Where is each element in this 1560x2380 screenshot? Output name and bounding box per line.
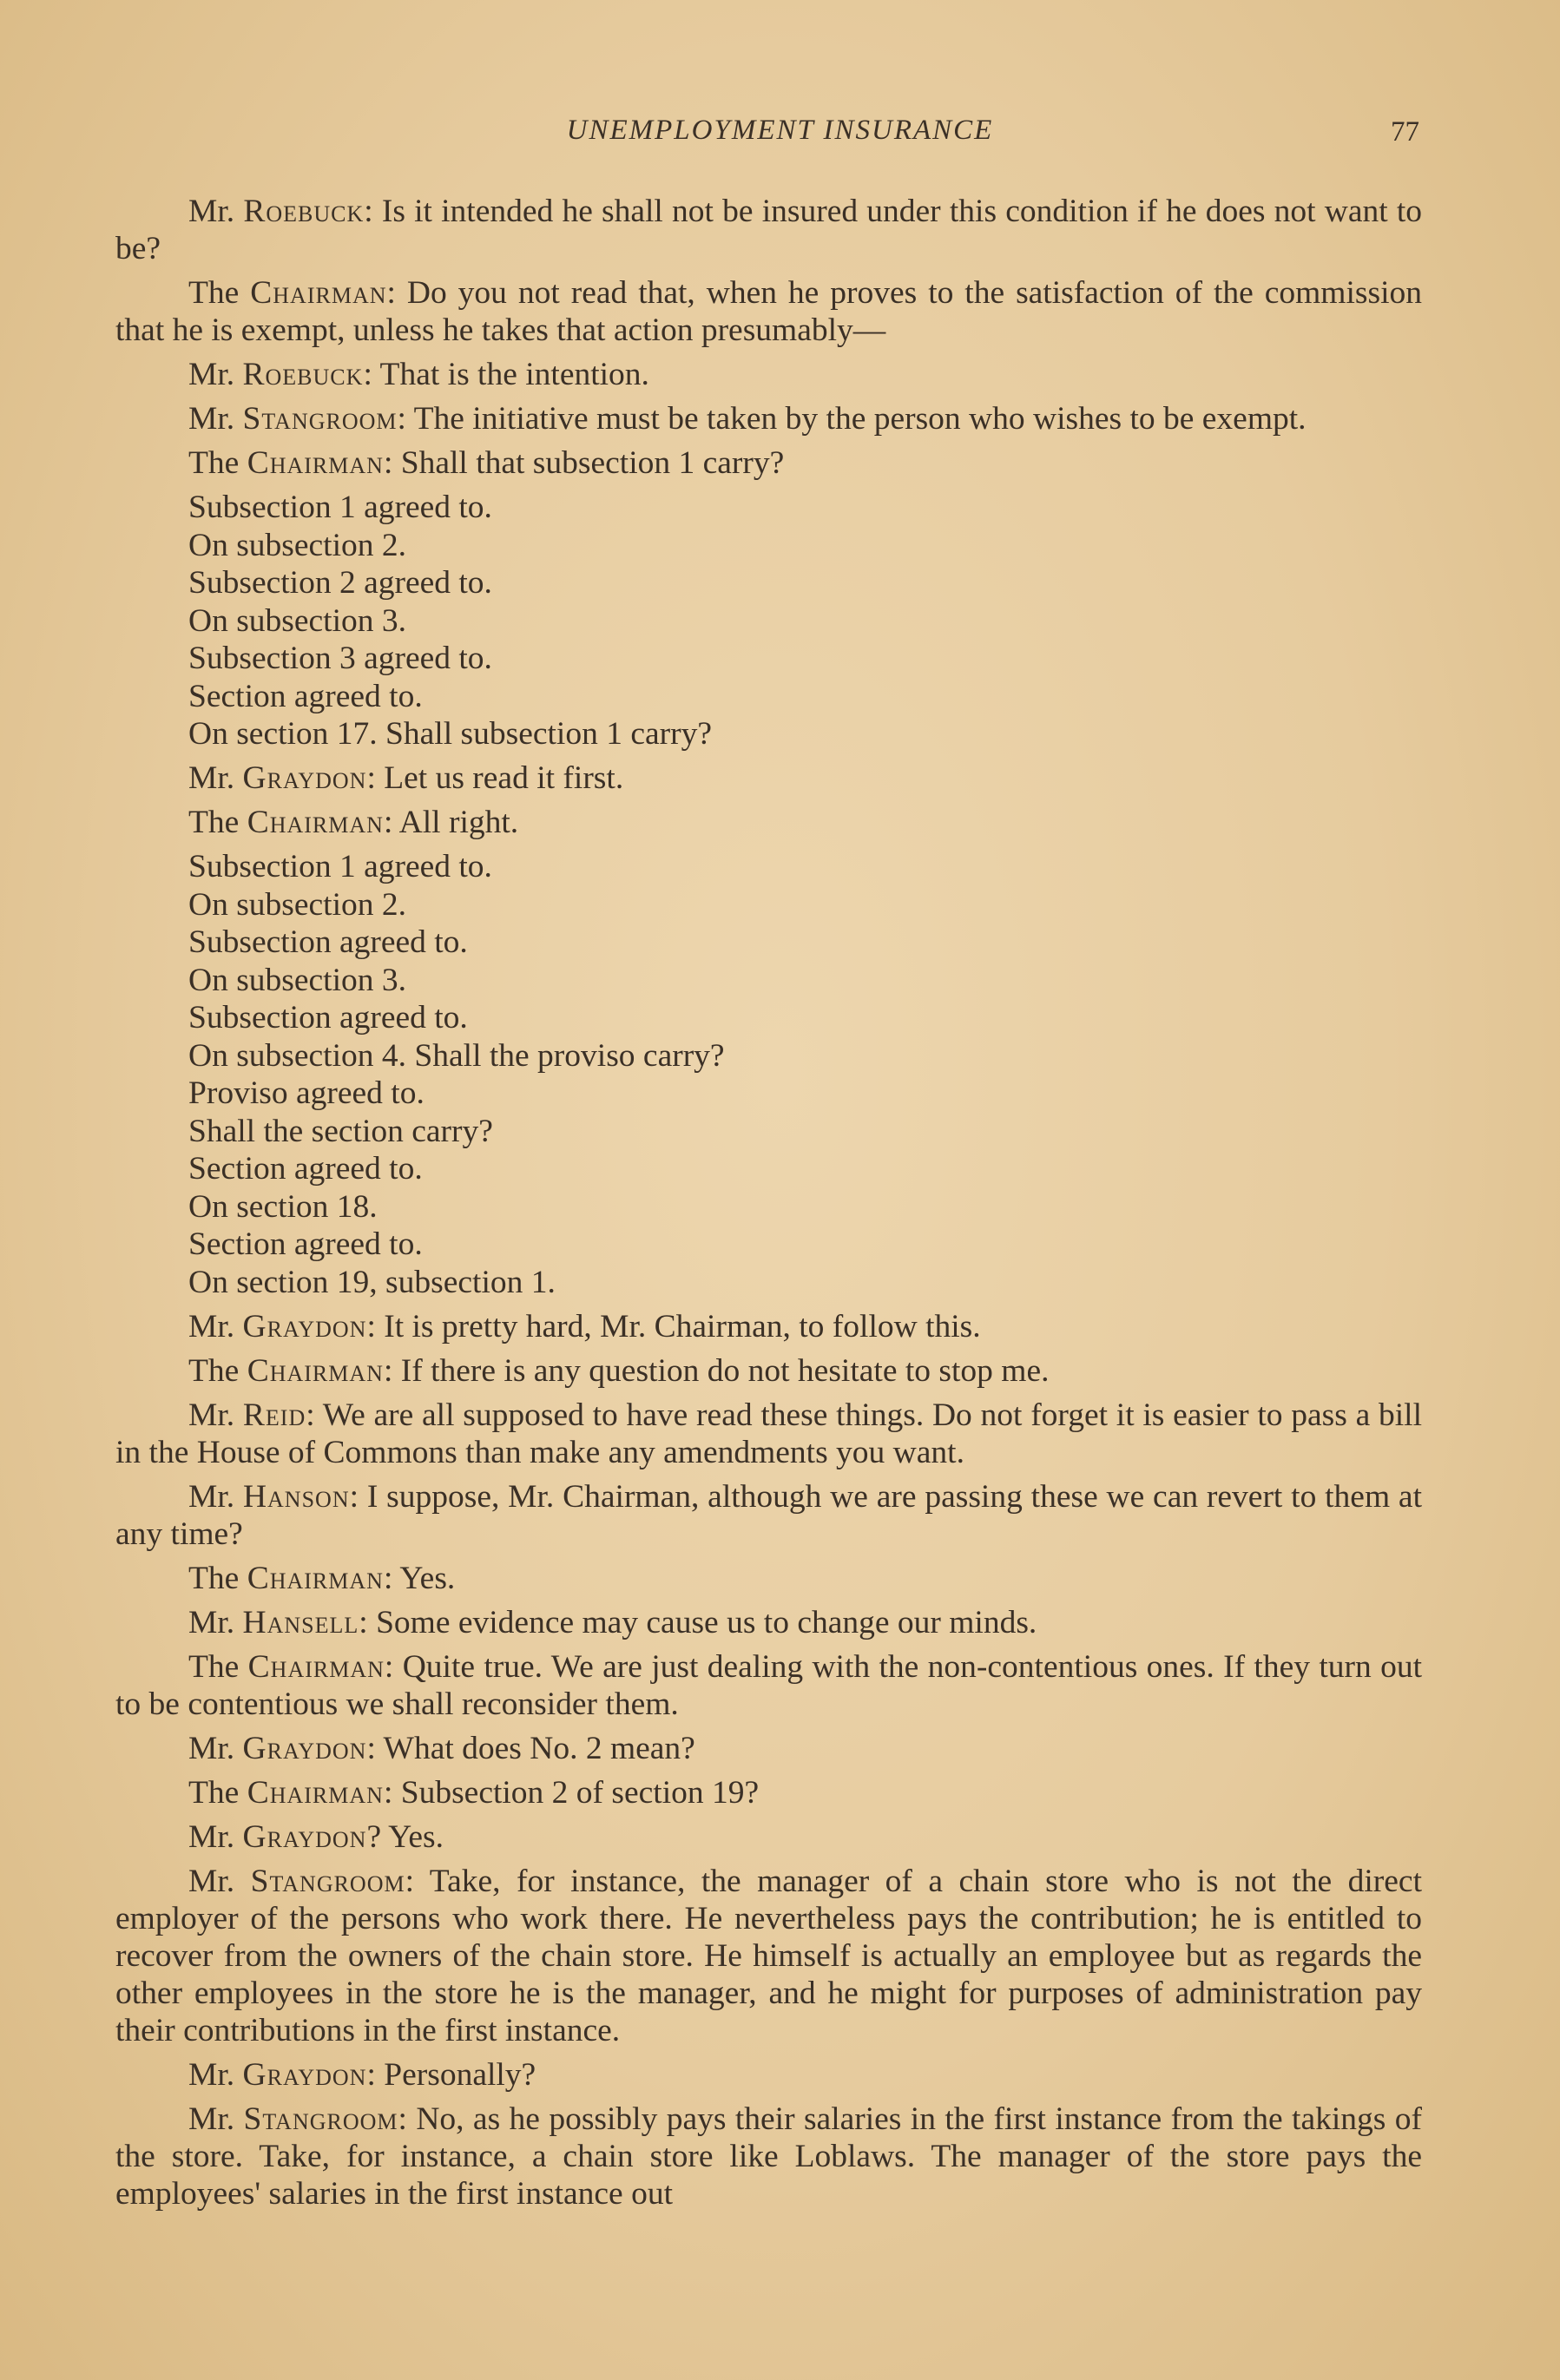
speaker-name: Chairman xyxy=(247,445,384,481)
speaker-prefix: The xyxy=(188,1560,240,1596)
speaker-prefix: Mr. xyxy=(188,2101,235,2137)
speaker-prefix: Mr. xyxy=(188,1730,235,1766)
speaker-name: Graydon xyxy=(242,1818,367,1855)
procedural-line: Subsection 1 agreed to. xyxy=(188,849,492,884)
page-number: 77 xyxy=(1391,116,1419,148)
speaker-prefix: Mr. xyxy=(188,401,235,437)
speaker-name: Roebuck xyxy=(243,194,365,229)
procedural-line: Subsection agreed to. xyxy=(188,924,468,960)
speaker-separator: ? xyxy=(366,1818,382,1855)
procedural-line: Subsection agreed to. xyxy=(188,1000,468,1035)
procedural-line: Proviso agreed to. xyxy=(188,1075,425,1111)
speaker-name: Stangroom xyxy=(242,401,398,437)
speech-text: Quite true. We are just dealing with the non-contentious ones. If they turn out to be contentious we shall reconsider them. xyxy=(115,1648,1423,1722)
procedural-line: On subsection 3. xyxy=(188,962,407,998)
document-body xyxy=(115,193,1422,2219)
speaker-separator: : xyxy=(306,1397,315,1433)
speaker-separator: : xyxy=(383,445,393,481)
speech-text: That is the intention. xyxy=(372,357,649,392)
speaker-separator: : xyxy=(383,805,393,840)
speech-text: We are all supposed to have read these things. Do not forget it is easier to pass a bill in the House of Commons than make any amendments you want. xyxy=(115,1397,1422,1470)
speech-paragraph xyxy=(115,1863,1422,2049)
speech-paragraph xyxy=(115,1818,1422,1856)
procedural-line: Shall the section carry? xyxy=(188,1113,493,1149)
procedural-line: Subsection 3 agreed to. xyxy=(188,641,492,676)
speaker-separator: : xyxy=(366,1730,376,1766)
speaker-prefix: The xyxy=(188,275,240,311)
procedural-line: On subsection 3. xyxy=(188,602,407,639)
speaker-separator: : xyxy=(383,1774,393,1811)
speaker-separator: : xyxy=(364,194,373,229)
speaker-name: Graydon xyxy=(242,2056,367,2093)
speech-text: I suppose, Mr. Chairman, although we are passing these we can revert to them at any time? xyxy=(115,1478,1422,1552)
speech-text: Yes. xyxy=(381,1818,444,1855)
speaker-name: Chairman xyxy=(247,1774,384,1811)
speaker-separator: : xyxy=(398,2101,407,2137)
procedural-line: Section agreed to. xyxy=(188,678,423,714)
procedural-line: Section agreed to. xyxy=(188,1151,423,1187)
speaker-prefix: Mr. xyxy=(188,1308,235,1345)
speech-paragraph xyxy=(115,1308,1422,1345)
speaker-name: Chairman xyxy=(247,1352,384,1389)
speech-text: Some evidence may cause us to change our minds. xyxy=(367,1604,1037,1640)
speaker-prefix: Mr. xyxy=(188,2056,235,2093)
speaker-prefix: Mr. xyxy=(188,357,235,392)
speaker-name: Chairman xyxy=(247,805,384,840)
speaker-prefix: The xyxy=(188,1352,240,1389)
speech-paragraph xyxy=(115,356,1422,393)
speech-text: Is it intended he shall not be insured under this condition if he does not want to be? xyxy=(115,194,1422,266)
speech-text: Yes. xyxy=(392,1560,456,1596)
speech-text: All right. xyxy=(392,805,519,840)
speaker-separator: : xyxy=(366,2056,376,2093)
speaker-separator: : xyxy=(386,275,396,311)
procedural-line: On section 18. xyxy=(188,1188,378,1225)
speech-text: If there is any question do not hesitate to stop me. xyxy=(392,1352,1050,1389)
speaker-prefix: Mr. xyxy=(188,1818,235,1855)
speaker-prefix: The xyxy=(188,805,240,840)
procedural-line: On subsection 2. xyxy=(188,527,407,563)
procedural-line: Subsection 2 agreed to. xyxy=(188,565,492,601)
speech-paragraph xyxy=(115,2101,1422,2212)
speaker-separator: : xyxy=(359,1604,368,1640)
speaker-prefix: Mr. xyxy=(188,1397,235,1433)
speaker-name: Chairman xyxy=(250,275,387,311)
speaker-separator: : xyxy=(366,760,376,796)
speaker-separator: : xyxy=(366,1308,376,1345)
speech-paragraph xyxy=(115,400,1422,437)
procedural-line: On subsection 4. Shall the proviso carry? xyxy=(188,1037,725,1074)
speech-text: Shall that subsection 1 carry? xyxy=(392,445,785,481)
speaker-separator: : xyxy=(383,1352,393,1389)
speech-paragraph xyxy=(115,804,1422,841)
speaker-name: Graydon xyxy=(242,1730,367,1766)
speech-text: Do you not read that, when he proves to the satisfaction of the commission that he is exempt, unless he takes that action presumably— xyxy=(115,275,1422,348)
speech-paragraph xyxy=(115,2056,1422,2094)
speech-paragraph xyxy=(115,1560,1422,1597)
speaker-prefix: The xyxy=(188,445,240,481)
speaker-prefix: Mr. xyxy=(188,1863,235,1899)
speech-text: The initiative must be taken by the person who wishes to be exempt. xyxy=(405,401,1307,437)
speaker-name: Graydon xyxy=(242,760,367,796)
speech-paragraph xyxy=(115,759,1422,797)
running-title: UNEMPLOYMENT INSURANCE xyxy=(566,115,994,146)
speaker-name: Chairman xyxy=(247,1648,385,1685)
speaker-prefix: The xyxy=(188,1648,240,1685)
speaker-name: Reid xyxy=(242,1397,306,1433)
speaker-separator: : xyxy=(397,401,406,437)
speaker-prefix: The xyxy=(188,1774,240,1811)
speech-paragraph xyxy=(115,1352,1422,1390)
speech-paragraph xyxy=(115,274,1422,349)
speech-paragraph xyxy=(115,1648,1422,1723)
speech-paragraph xyxy=(115,1730,1422,1767)
speaker-prefix: Mr. xyxy=(188,760,235,796)
procedural-line: On section 19, subsection 1. xyxy=(188,1264,556,1300)
speaker-separator: : xyxy=(384,1648,394,1685)
speech-paragraph xyxy=(115,1397,1422,1471)
speaker-name: Chairman xyxy=(247,1560,384,1596)
speech-text: Let us read it first. xyxy=(375,760,624,796)
speech-paragraph xyxy=(115,1604,1422,1641)
procedural-line: On section 17. Shall subsection 1 carry? xyxy=(188,716,712,752)
procedural-line: Section agreed to. xyxy=(188,1226,423,1262)
speaker-separator: : xyxy=(383,1560,393,1596)
speech-paragraph xyxy=(115,1774,1422,1811)
speaker-name: Roebuck xyxy=(242,357,364,392)
speech-text: Subsection 2 of section 19? xyxy=(392,1774,760,1811)
speaker-prefix: Mr. xyxy=(188,194,235,229)
speaker-name: Hanson xyxy=(242,1478,350,1515)
procedural-line: Subsection 1 agreed to. xyxy=(188,490,492,525)
speech-paragraph xyxy=(115,1478,1422,1553)
speaker-name: Stangroom xyxy=(250,1863,405,1899)
speaker-separator: : xyxy=(363,357,372,392)
speaker-separator: : xyxy=(349,1478,359,1515)
speaker-prefix: Mr. xyxy=(188,1604,235,1640)
speech-text: It is pretty hard, Mr. Chairman, to follow this. xyxy=(375,1308,981,1345)
speech-paragraph xyxy=(115,444,1422,482)
speech-text: No, as he possibly pays their salaries in the first instance from the takings of the store. Take, for instance, a chain store like Loblaws. The manager of the store pays the employees' salaries in the first instance out xyxy=(115,2101,1422,2212)
speech-text: Take, for instance, the manager of a chain store who is not the direct employer of the persons who work there. He nevertheless pays the contribution; he is entitled to recover from the owners of the chain store. He himself is actually an employee but as regards the other employees in the store he is the manager, and he might for purposes of administration pay their contributions in the first instance. xyxy=(115,1863,1422,2048)
speaker-prefix: Mr. xyxy=(188,1478,235,1515)
speech-text: What does No. 2 mean? xyxy=(375,1730,695,1766)
speaker-separator: : xyxy=(405,1863,415,1899)
page-header xyxy=(0,115,1560,158)
speech-text: Personally? xyxy=(375,2056,536,2093)
speech-paragraph xyxy=(115,193,1422,267)
speaker-name: Graydon xyxy=(242,1308,367,1345)
procedural-line: On subsection 2. xyxy=(188,886,407,923)
speaker-name: Hansell xyxy=(242,1604,359,1640)
speaker-name: Stangroom xyxy=(243,2101,398,2137)
